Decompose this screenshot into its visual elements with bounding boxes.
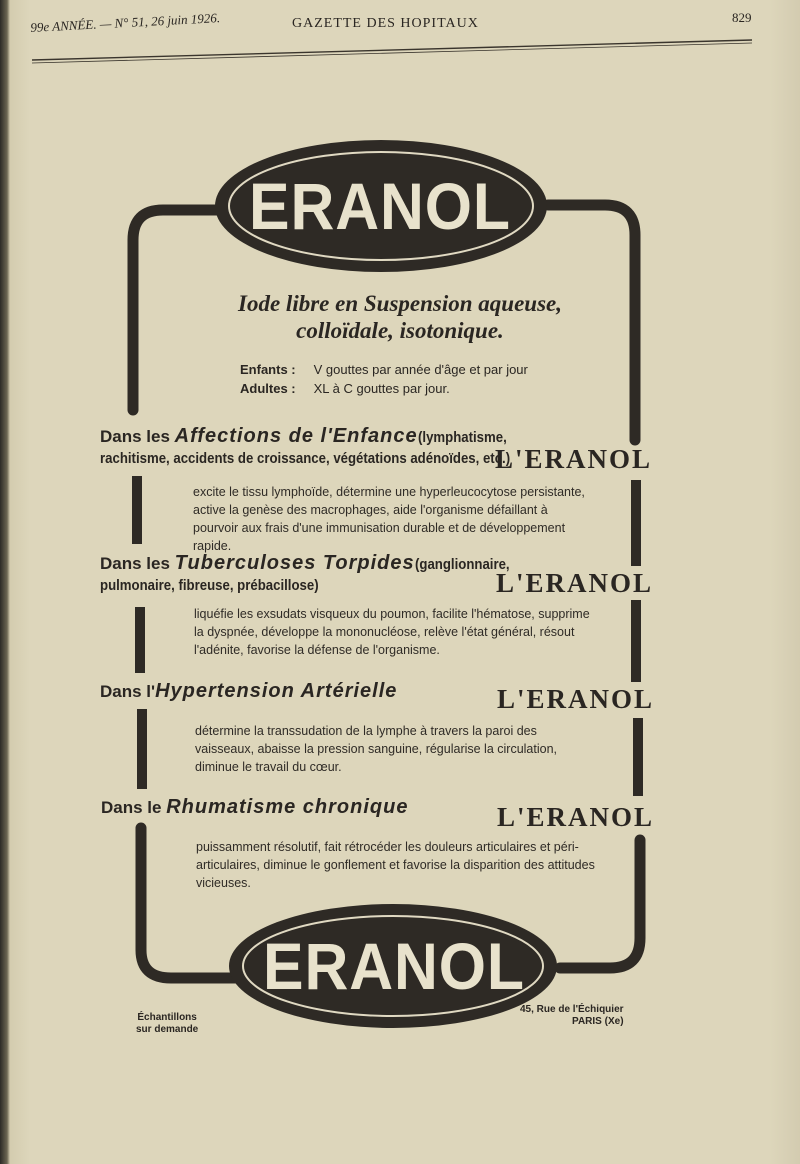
issue-line: 99e ANNÉE. — N° 51, 26 juin 1926. (30, 10, 221, 35)
section-1-heading (100, 425, 519, 448)
section-2-body: liquéfie les exsudats visqueux du poumon, facilite l'hématose, supprime la dyspnée, développe la mononucléose, relève l'état général, résout l'adénite, favorise la défense de l'organisme. (194, 607, 590, 657)
section-1-brand: L'ERANOL (495, 444, 653, 474)
dosage-children (240, 360, 528, 379)
tagline-line-1: Iode libre en Suspension aqueuse, (238, 291, 562, 316)
section-3-brand: L'ERANOL (497, 684, 655, 714)
logo-top: ERANOL (249, 169, 511, 243)
section-1-prefix: Dans les (100, 427, 175, 446)
logo-bottom: ERANOL (263, 929, 525, 1003)
address-line-1: 45, Rue de l'Échiquier (520, 1004, 624, 1015)
children-text: V gouttes par année d'âge et par jour (313, 362, 528, 377)
section-3-body: détermine la transsudation de la lymphe à travers la paroi des vaisseaux, abaisse la pression sanguine, régularise la circulation, diminue le travail du cœur. (195, 724, 558, 774)
samples-line-2: sur demande (136, 1024, 199, 1035)
section-4-prefix: Dans le (101, 798, 167, 817)
section-4-brand: L'ERANOL (497, 802, 655, 832)
section-1-title: Affections de l'Enfance (174, 425, 418, 447)
tagline (200, 290, 600, 344)
tagline-line-2: colloïdale, isotonique. (296, 318, 504, 343)
section-4-heading (101, 796, 408, 819)
samples-line-1: Échantillons (137, 1012, 197, 1023)
section-2-detail: (ganglionnaire, (414, 556, 510, 573)
section-2-prefix: Dans les (100, 554, 175, 573)
section-2-title: Tuberculoses Torpides (174, 552, 415, 574)
page-number: 829 (732, 10, 752, 25)
samples-note (136, 1012, 198, 1036)
section-3-heading (100, 680, 397, 703)
dosage-adults (240, 379, 528, 398)
section-2-detail2: pulmonaire, fibreuse, prébacillose) (100, 577, 319, 594)
section-2-detail-line2 (100, 577, 348, 595)
section-1-body: excite le tissu lymphoïde, détermine une hyperleucocytose persistante, active la genèse des macrophages, aide l'organisme défaillant à pourvoir aux frais d'une immunisation durable et de développement rapide. (193, 485, 585, 553)
section-4-title: Rhumatisme chronique (166, 796, 409, 818)
adults-label: Adultes : (240, 381, 296, 396)
journal-title: GAZETTE DES HOPITAUX (292, 16, 479, 31)
adults-text: XL à C gouttes par jour. (313, 381, 450, 396)
address-line-2: PARIS (Xe) (572, 1016, 624, 1027)
section-1-detail: (lymphatisme, (417, 429, 507, 446)
section-3-title: Hypertension Artérielle (155, 680, 398, 702)
section-3-prefix: Dans l' (100, 682, 156, 701)
section-2-brand: L'ERANOL (496, 568, 654, 598)
address (520, 1004, 624, 1028)
section-2-heading (100, 552, 522, 575)
children-label: Enfants : (240, 362, 296, 377)
section-4-body: puissamment résolutif, fait rétrocéder les douleurs articulaires et péri-articulaires, diminue le gonflement et favorise la disparition des attitudes vicieuses. (196, 840, 595, 890)
dosage (240, 360, 528, 398)
section-1-detail2: rachitisme, accidents de croissance, végétations adénoïdes, etc.) (100, 450, 511, 467)
